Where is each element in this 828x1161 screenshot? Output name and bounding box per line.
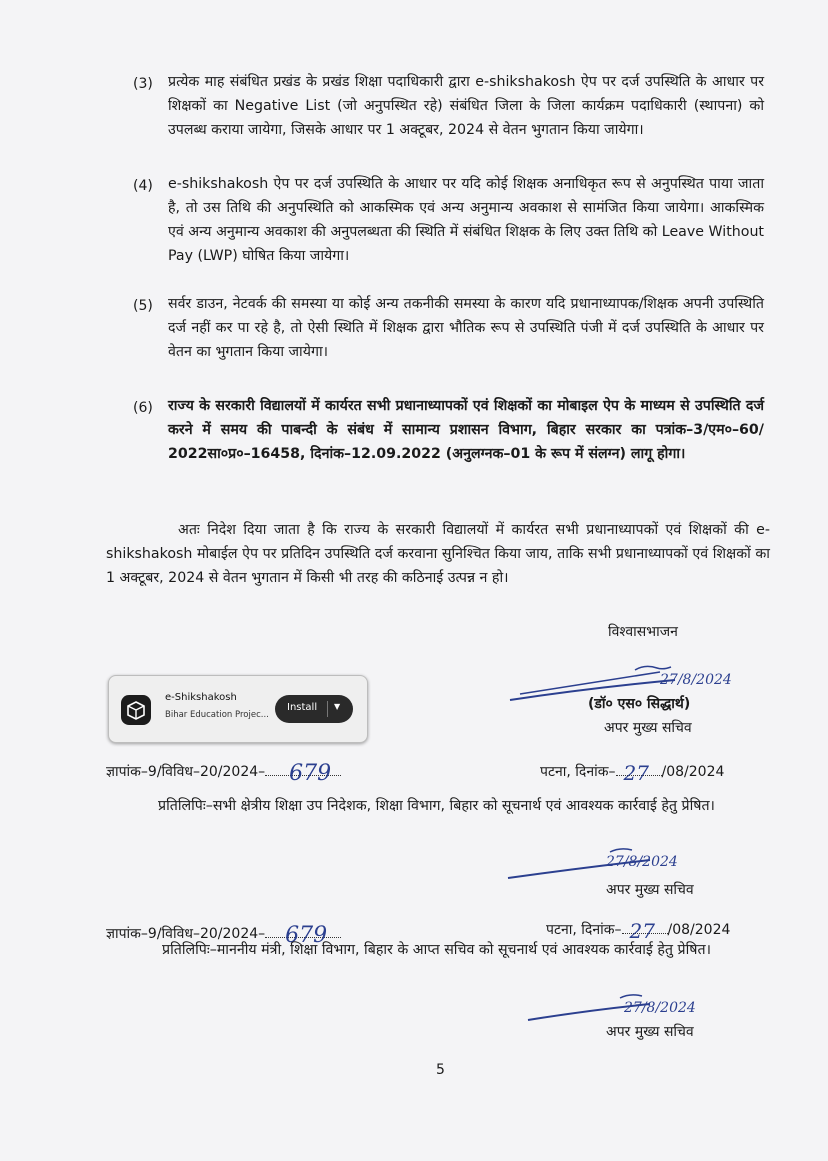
memo-designation: अपर मुख्य सचिव xyxy=(606,882,694,898)
point-number: (5) xyxy=(133,298,153,314)
memo-ref-number: 679 xyxy=(289,761,332,786)
app-name: e-Shikshakosh xyxy=(165,692,237,703)
point-number: (3) xyxy=(133,76,153,92)
memo-date-blank xyxy=(622,919,668,943)
closing-text: विश्वासभाजन xyxy=(608,624,678,640)
signature-date: 27/8/2024 xyxy=(624,1000,696,1016)
memo-date-suffix: /08/2024 xyxy=(661,764,725,780)
point-3-text: प्रत्येक माह संबंधित प्रखंड के प्रखंड शिक्षा पदाधिकारी द्वारा e-shikshakosh ऐप पर दर्ज उपस्थिति के आधार पर शिक्षकों का Negative List (जो अनुपस्थित रहे) संबंधित जिला के जिला कार्यक्रम पदाधिकारी (स्थापना) को उपलब्ध कराया जायेगा, जिसके आधार पर 1 अक्टूबर, 2024 से वेतन भुगतान किया जायेगा। xyxy=(168,74,764,138)
point-6-text: राज्य के सरकारी विद्यालयों में कार्यरत सभी प्रधानाध्यापकों एवं शिक्षकों का मोबाइल ऐप के माध्यम से उपस्थिति दर्ज करने में समय की पाबन्दी के संबंध में सामान्य प्रशासन विभाग, बिहार सरकार का पत्रांक–3/एम०–60/ 2022सा०प्र०–16458, दिनांक–12.09.2022 (अनुलग्नक–01 के रूप में संलग्न) लागू होगा। xyxy=(168,398,764,462)
app-publisher: Bihar Education Projec... xyxy=(165,710,269,720)
signatory-designation: अपर मुख्य सचिव xyxy=(604,720,692,736)
memo-day: 27 xyxy=(629,919,655,943)
memo-date-suffix: /08/2024 xyxy=(667,922,731,938)
install-label: Install xyxy=(287,702,318,713)
memo-reference xyxy=(106,761,341,786)
memo-designation: अपर मुख्य सचिव xyxy=(606,1024,694,1040)
app-install-card[interactable] xyxy=(108,675,368,743)
directive-paragraph: अतः निदेश दिया जाता है कि राज्य के सरकारी विद्यालयों में कार्यरत सभी प्रधानाध्यापकों एवं शिक्षकों की e-shikshakosh मोबाईल ऐप पर प्रतिदिन उपस्थिति दर्ज करवाना सुनिश्चित किया जाय, ताकि सभी प्रधानाध्यापकों एवं शिक्षकों का 1 अक्टूबर, 2024 से वेतन भुगतान में किसी भी तरह की कठिनाई उत्पन्न न हो। xyxy=(106,522,770,586)
memo-date-prefix: पटना, दिनांक– xyxy=(546,922,622,938)
memo-day: 27 xyxy=(623,761,649,785)
dropdown-arrow-icon[interactable]: ▼ xyxy=(334,702,341,711)
point-4-text: e-shikshakosh ऐप पर दर्ज उपस्थिति के आधार पर यदि कोई शिक्षक अनाधिकृत रूप से अनुपस्थित पाया जाता है, तो उस तिथि की अनुपस्थिति को आकस्मिक एवं अन्य अनुमान्य अवकाश से सामंजित किया जायेगा। आकस्मिक एवं अन्य अनुमान्य अवकाश की अनुपलब्धता की स्थिति में संबंधित शिक्षक के लिए उक्त तिथि को Leave Without Pay (LWP) घोषित किया जायेगा। xyxy=(168,176,764,264)
point-number: (6) xyxy=(133,400,153,416)
point-number: (4) xyxy=(133,178,153,194)
memo-copy-text: प्रतिलिपिः–सभी क्षेत्रीय शिक्षा उप निदेशक, शिक्षा विभाग, बिहार को सूचनार्थ एवं आवश्यक कार्रवाई हेतु प्रेषित। xyxy=(158,798,715,814)
memo-ref-prefix: ज्ञापांक–9/विविध–20/2024– xyxy=(106,764,266,780)
box-app-icon xyxy=(121,695,151,725)
signature-date: 27/8/2024 xyxy=(660,672,732,688)
memo-date-prefix: पटना, दिनांक– xyxy=(540,764,616,780)
page-number: 5 xyxy=(436,1062,445,1078)
memo-place-date xyxy=(540,761,725,785)
memo-date-blank xyxy=(616,761,662,785)
install-button[interactable] xyxy=(275,695,353,723)
memo-ref-blank xyxy=(265,761,341,786)
memo-place-date xyxy=(546,919,731,943)
memo-ref-number: 679 xyxy=(285,923,328,948)
memo-ref-prefix: ज्ञापांक–9/विविध–20/2024– xyxy=(106,926,266,942)
signature-date: 27/8/2024 xyxy=(606,854,678,870)
memo-copy-text: प्रतिलिपिः–माननीय मंत्री, शिक्षा विभाग, बिहार के आप्त सचिव को सूचनार्थ एवं आवश्यक कार्रवाई हेतु प्रेषित। xyxy=(162,942,711,958)
point-5-text: सर्वर डाउन, नेटवर्क की समस्या या कोई अन्य तकनीकी समस्या के कारण यदि प्रधानाध्यापक/शिक्षक अपनी उपस्थिति दर्ज नहीं कर पा रहे है, तो ऐसी स्थिति में शिक्षक द्वारा भौतिक रूप से उपस्थिति पंजी में दर्ज उपस्थिति के आधार पर वेतन का भुगतान किया जायेगा। xyxy=(168,296,764,360)
signatory-name: (डॉ० एस० सिद्धार्थ) xyxy=(588,696,691,712)
button-divider xyxy=(327,701,328,717)
